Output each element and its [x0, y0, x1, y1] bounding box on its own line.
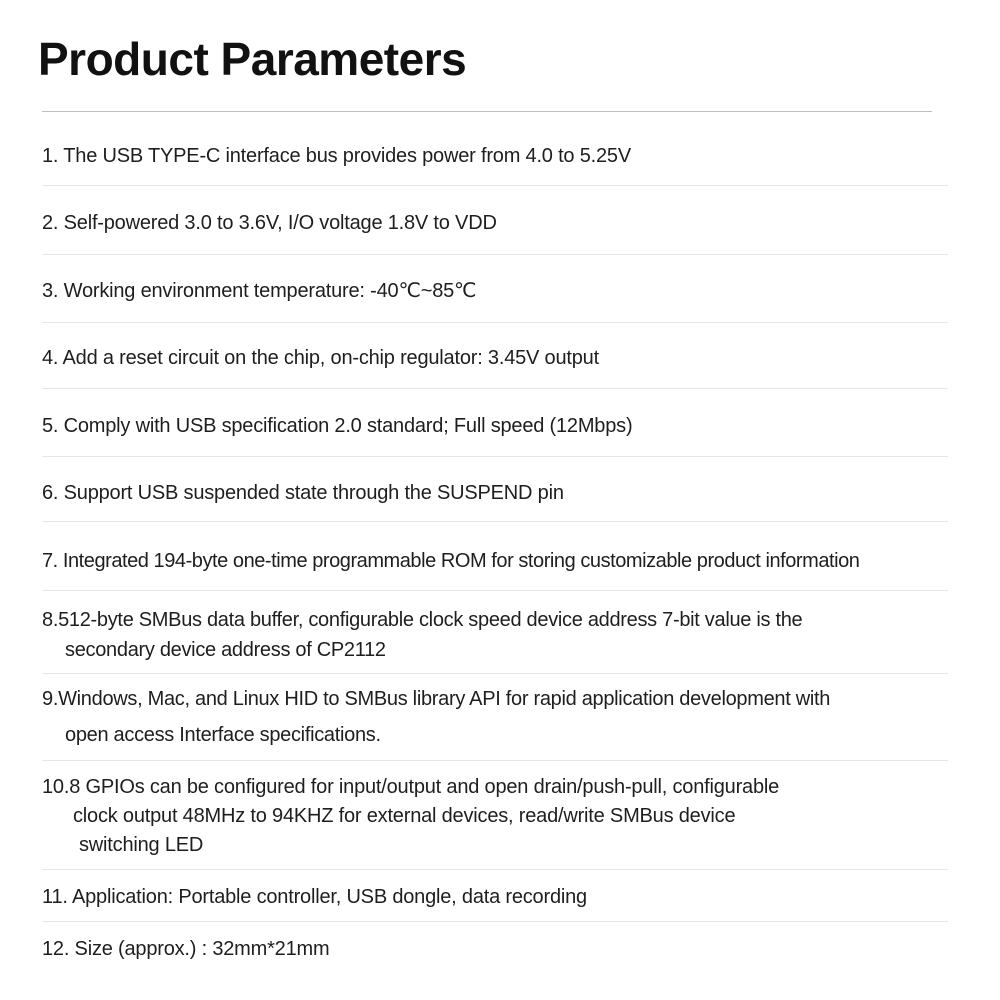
parameter-item-7: [42, 546, 948, 576]
parameter-text: 2. Self-powered 3.0 to 3.6V, I/O voltage 1.8V to VDD: [42, 212, 497, 234]
parameter-item-8: [42, 605, 948, 665]
parameter-text: secondary device address of CP2112: [65, 639, 386, 661]
parameter-item-12: [42, 934, 948, 964]
parameter-text: open access Interface specifications.: [65, 724, 381, 746]
parameter-item-11: [42, 882, 948, 912]
row-divider: [42, 521, 948, 522]
parameter-text: 7. Integrated 194-byte one-time programmable ROM for storing customizable product information: [42, 550, 860, 572]
title-divider: [42, 111, 932, 112]
parameter-item-9: [42, 681, 948, 753]
parameter-text: 10.8 GPIOs can be configured for input/output and open drain/push-pull, configurable: [42, 776, 780, 798]
row-divider: [42, 590, 948, 591]
parameter-item-4: [42, 343, 948, 373]
parameter-item-2: [42, 208, 948, 238]
page-title: Product Parameters: [38, 33, 467, 85]
parameter-text: 6. Support USB suspended state through the SUSPEND pin: [42, 482, 564, 504]
parameter-text: 5. Comply with USB specification 2.0 standard; Full speed (12Mbps): [42, 415, 633, 437]
parameter-text: 4. Add a reset circuit on the chip, on-chip regulator: 3.45V output: [42, 347, 599, 369]
parameter-text: 11. Application: Portable controller, USB dongle, data recording: [42, 886, 587, 908]
parameter-text: 3. Working environment temperature: -40℃~85℃: [42, 280, 477, 302]
parameter-text: 8.512-byte SMBus data buffer, configurable clock speed device address 7-bit value is the: [42, 609, 803, 631]
parameter-text: 12. Size (approx.) : 32mm*21mm: [42, 938, 330, 960]
parameter-text: clock output 48MHz to 94KHZ for external devices, read/write SMBus device: [73, 805, 736, 827]
parameter-item-3: [42, 276, 948, 306]
parameter-item-10: [42, 773, 948, 860]
row-divider: [42, 388, 948, 389]
parameter-text: 1. The USB TYPE-C interface bus provides power from 4.0 to 5.25V: [42, 145, 631, 167]
row-divider: [42, 760, 948, 761]
row-divider: [42, 869, 948, 870]
row-divider: [42, 921, 948, 922]
row-divider: [42, 254, 948, 255]
parameter-text: switching LED: [79, 834, 204, 856]
parameter-item-1: [42, 141, 948, 171]
row-divider: [42, 322, 948, 323]
parameter-text: 9.Windows, Mac, and Linux HID to SMBus library API for rapid application development with: [42, 688, 831, 710]
row-divider: [42, 456, 948, 457]
parameter-item-5: [42, 411, 948, 441]
row-divider: [42, 185, 948, 186]
parameter-item-6: [42, 478, 948, 508]
row-divider: [42, 673, 948, 674]
